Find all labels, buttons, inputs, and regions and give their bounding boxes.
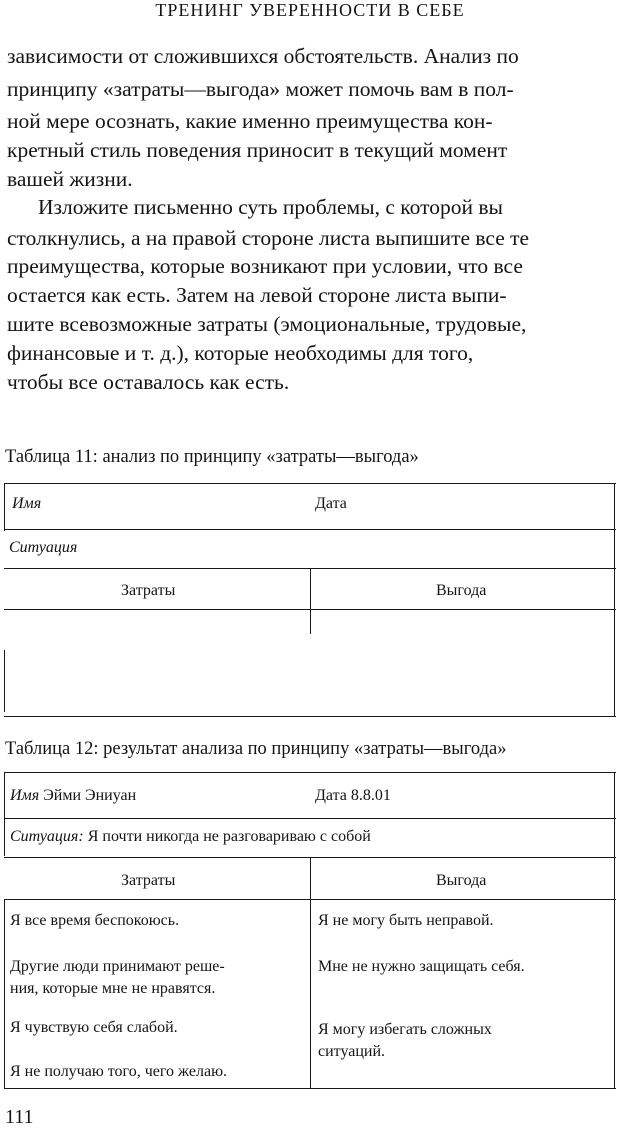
table11-col-benefits: Выгода <box>436 582 487 599</box>
benefit-item: Я не могу быть неправой. <box>318 912 494 929</box>
table12-name-value: Эйми Эниуан <box>43 787 137 804</box>
cost-item: Я чувствую себя слабой. <box>10 1019 178 1036</box>
body-line: Изложите письменно суть проблемы, с которой вы <box>38 195 503 219</box>
table12-col-benefits: Выгода <box>436 872 487 889</box>
body-line: финансовые и т. д.), которые необходимы для того, <box>7 341 474 365</box>
page-number: 111 <box>5 1106 34 1128</box>
table12-situation-value: Я почти никогда не разговариваю с собой <box>87 828 371 845</box>
cost-item: Другие люди принимают реше- <box>10 958 225 975</box>
table11-caption: Таблица 11: анализ по принципу «затраты—выгода» <box>5 447 419 467</box>
cost-item: Я все время беспокоюсь. <box>10 912 180 929</box>
table12-situation <box>10 828 371 846</box>
body-line: ной мере осознать, какие именно преимущества кон- <box>7 109 493 133</box>
benefit-item: Мне не нужно защищать себя. <box>318 958 525 975</box>
table11-col-costs: Затраты <box>121 582 176 599</box>
body-line: шите всевозможные затраты (эмоциональные, трудовые, <box>7 312 527 336</box>
body-line: зависимости от сложившихся обстоятельств. Анализ по <box>7 44 519 68</box>
body-line: столкнулись, а на правой стороне листа выпишите все те <box>7 226 530 250</box>
body-line: принципу «затраты—выгода» может помочь вам в пол- <box>7 77 514 101</box>
table11-name-label: Имя <box>12 495 42 512</box>
body-line: остается как есть. Затем на левой стороне листа выпи- <box>7 283 507 307</box>
table11-situation-label: Ситуация <box>9 539 78 556</box>
table11-date-label: Дата <box>315 495 347 512</box>
table12-caption: Таблица 12: результат анализа по принципу «затраты—выгода» <box>5 739 507 759</box>
cost-item: ния, которые мне не нравятся. <box>10 980 216 997</box>
body-line: кретный стиль поведения приносит в текущий момент <box>7 138 508 162</box>
benefit-item: Я могу избегать сложных <box>318 1021 492 1038</box>
cost-item: Я не получаю того, чего желаю. <box>10 1063 228 1080</box>
table12-name-label: Имя <box>10 787 40 804</box>
body-line: чтобы все оставалось как есть. <box>7 370 290 394</box>
table12-situation-label: Ситуация: <box>10 828 84 845</box>
body-line: вашей жизни. <box>7 167 133 191</box>
table12-name <box>10 787 136 805</box>
benefit-item: ситуаций. <box>318 1043 386 1060</box>
body-line: преимущества, которые возникают при условии, что все <box>7 254 523 278</box>
table12-date: Дата 8.8.01 <box>315 787 391 804</box>
table12-col-costs: Затраты <box>121 872 176 889</box>
running-header: ТРЕНИНГ УВЕРЕННОСТИ В СЕБЕ <box>155 0 465 20</box>
